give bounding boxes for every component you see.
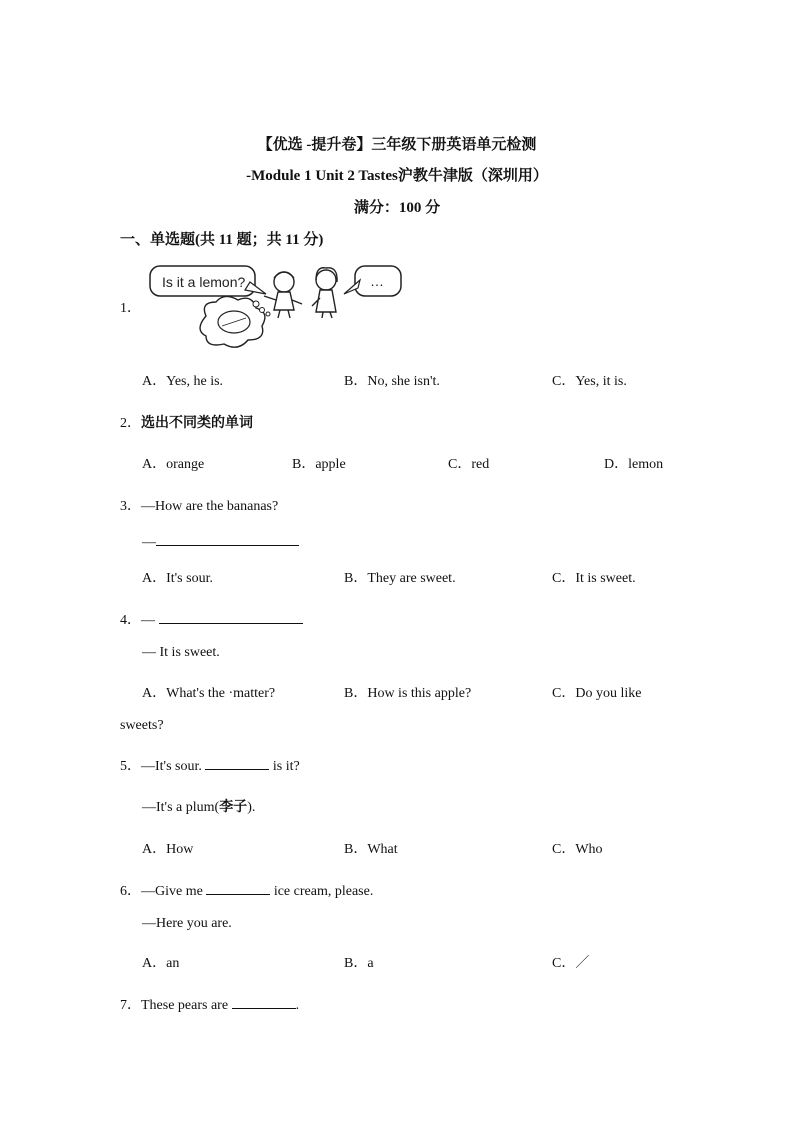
exam-subtitle: -Module 1 Unit 2 Tastes沪教牛津版（深圳用） — [246, 168, 548, 184]
q5-reply-a: —It's a plum( — [142, 800, 220, 815]
q2-option-a[interactable]: A．orange — [142, 457, 205, 472]
bubble-right-text: … — [370, 273, 384, 289]
q5-reply-cn: 李子 — [219, 799, 248, 815]
q2-option-b[interactable]: B．apple — [292, 457, 346, 472]
q7-blank[interactable] — [232, 994, 296, 1009]
q4-reply: — It is sweet. — [142, 645, 220, 660]
q3-dash: — — [142, 535, 156, 550]
q6-option-a[interactable]: A．an — [142, 956, 180, 971]
q4-number: 4． — [120, 613, 141, 628]
q2-text: 选出不同类的单词 — [141, 416, 253, 431]
q6-number: 6． — [120, 884, 141, 899]
q7-stem — [120, 994, 299, 1014]
q6-text-b: ice cream, please. — [273, 884, 374, 899]
q2-number: 2． — [120, 416, 141, 431]
q3-stem — [120, 495, 278, 515]
q4-stem — [120, 609, 303, 629]
full-score: 满分：100 分 — [353, 200, 441, 216]
q3-option-b[interactable]: B．They are sweet. — [344, 571, 456, 586]
q4-option-b[interactable]: B．How is this apple? — [344, 686, 472, 701]
q5-blank[interactable] — [205, 755, 269, 770]
q5-stem — [120, 755, 300, 775]
q3-blank[interactable] — [156, 531, 299, 546]
q3-text: —How are the bananas? — [141, 499, 279, 514]
q6-blank[interactable] — [206, 880, 270, 895]
q4-option-a[interactable]: A．What's the ·matter? — [142, 686, 276, 701]
bubble-left-text: Is it a lemon? — [162, 274, 246, 290]
section-heading: 一、单选题(共 11 题；共 11 分) — [120, 232, 324, 248]
q4-blank[interactable] — [159, 609, 303, 624]
q7-text-a: These pears are — [141, 998, 229, 1013]
q1-number: 1． — [120, 301, 141, 316]
q5-number: 5． — [120, 759, 141, 774]
q2-option-d[interactable]: D．lemon — [604, 457, 664, 472]
q7-text-b: . — [295, 998, 300, 1013]
q7-number: 7． — [120, 998, 141, 1013]
q4-option-c-continued: sweets? — [120, 718, 164, 733]
q6-stem — [120, 880, 373, 900]
q6-reply: —Here you are. — [142, 916, 232, 931]
q5-option-a[interactable]: A．How — [142, 842, 194, 857]
q5-option-b[interactable]: B．What — [344, 842, 398, 857]
q3-option-a[interactable]: A．It's sour. — [142, 571, 213, 586]
q3-number: 3． — [120, 499, 141, 514]
q1-option-a[interactable]: A．Yes, he is. — [142, 374, 224, 389]
q5-option-c[interactable]: C．Who — [552, 842, 603, 857]
exam-title: 【优选 -提升卷】三年级下册英语单元检测 — [257, 137, 537, 153]
q5-reply-b: ). — [247, 800, 256, 815]
q4-dash: — — [141, 613, 155, 628]
girl-figure-icon — [312, 268, 337, 318]
q2-stem — [120, 412, 253, 432]
q5-reply — [142, 796, 255, 816]
q1-illustration — [140, 260, 410, 355]
boy-figure-icon — [264, 272, 302, 318]
q6-option-c[interactable]: C．／ — [552, 956, 590, 971]
q5-text-b: is it? — [272, 759, 300, 774]
q2-option-c[interactable]: C．red — [448, 457, 490, 472]
q6-text-a: —Give me — [141, 884, 203, 899]
q3-option-c[interactable]: C．It is sweet. — [552, 571, 636, 586]
q5-text-a: —It's sour. — [141, 759, 202, 774]
q6-option-b[interactable]: B．a — [344, 956, 374, 971]
thought-cloud-icon — [200, 296, 270, 347]
q4-option-c[interactable]: C．Do you like — [552, 686, 642, 701]
q1-option-c[interactable]: C．Yes, it is. — [552, 374, 627, 389]
q3-answer-line — [142, 531, 299, 551]
q1-option-b[interactable]: B．No, she isn't. — [344, 374, 440, 389]
